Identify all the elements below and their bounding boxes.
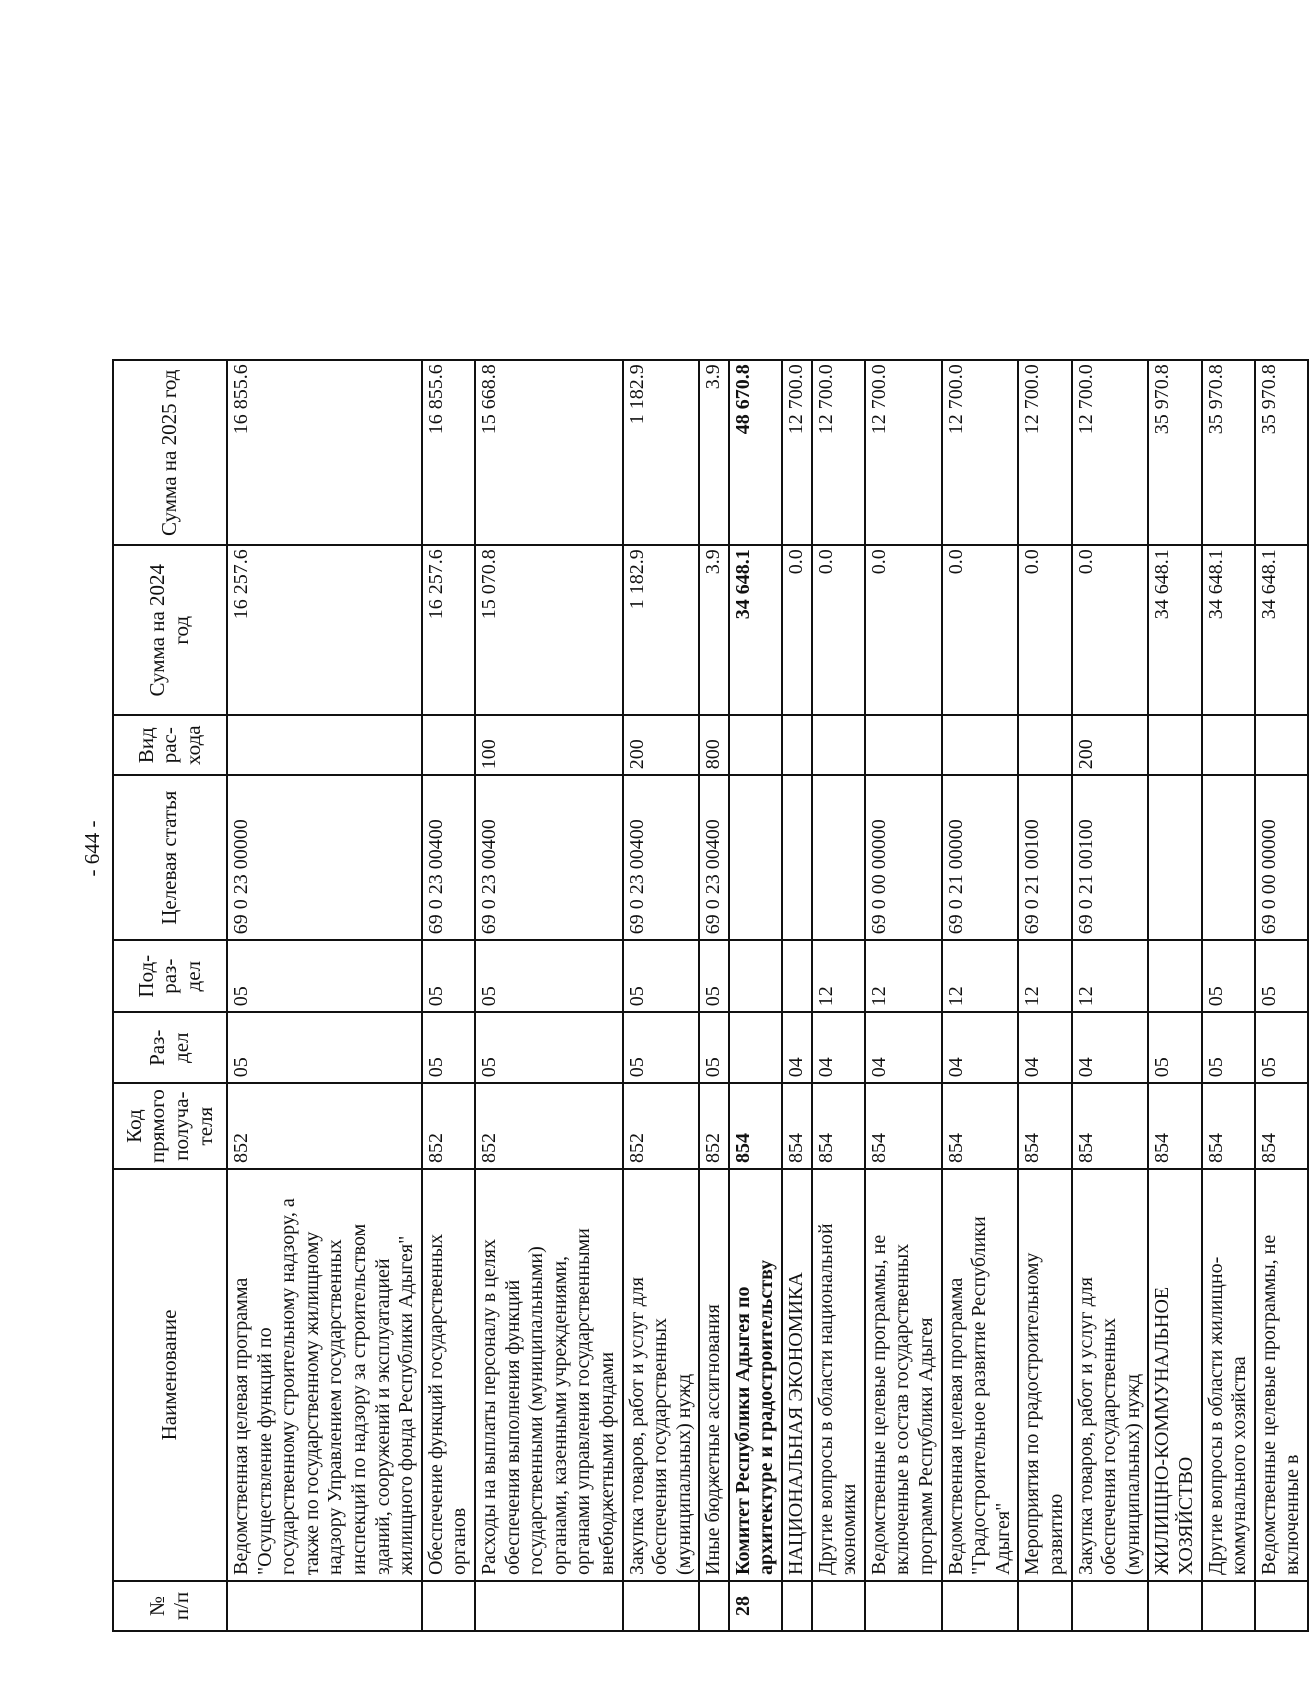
cell-sum_2025: 35 970.8 (1255, 360, 1308, 545)
cell-name: НАЦИОНАЛЬНАЯ ЭКОНОМИКА (782, 1169, 812, 1581)
cell-section: 05 (422, 1012, 475, 1083)
cell-sum_2025: 35 970.8 (1148, 360, 1201, 545)
cell-sum_2024: 0.0 (942, 545, 1019, 715)
cell-sum_2024: 34 648.1 (1148, 545, 1201, 715)
cell-no (1202, 1581, 1255, 1631)
cell-subsection: 12 (1018, 940, 1071, 1012)
cell-recipient: 854 (1148, 1083, 1201, 1169)
cell-no (1255, 1581, 1308, 1631)
cell-subsection: 05 (623, 940, 700, 1012)
cell-target: 69 0 23 00000 (227, 775, 422, 940)
cell-name: Закупка товаров, работ и услуг для обеспечения государственных (муниципальных) нужд (1072, 1169, 1149, 1581)
cell-sum_2024: 34 648.1 (1255, 545, 1308, 715)
cell-target (1148, 775, 1201, 940)
cell-target: 69 0 21 00100 (1072, 775, 1149, 940)
cell-target: 69 0 21 00000 (942, 775, 1019, 940)
cell-target: 69 0 23 00400 (623, 775, 700, 940)
cell-subsection: 05 (422, 940, 475, 1012)
cell-sum_2025: 12 700.0 (812, 360, 865, 545)
cell-sum_2024: 0.0 (782, 545, 812, 715)
cell-target: 69 0 00 00000 (865, 775, 942, 940)
cell-section: 04 (1072, 1012, 1149, 1083)
cell-expense_type: 100 (475, 715, 623, 775)
cell-section: 05 (1202, 1012, 1255, 1083)
cell-sum_2025: 12 700.0 (1072, 360, 1149, 545)
cell-expense_type: 200 (623, 715, 700, 775)
cell-recipient: 852 (699, 1083, 729, 1169)
cell-sum_2024: 15 070.8 (475, 545, 623, 715)
cell-subsection (1148, 940, 1201, 1012)
cell-section (729, 1012, 782, 1083)
cell-sum_2024: 16 257.6 (422, 545, 475, 715)
cell-sum_2024: 1 182.9 (623, 545, 700, 715)
cell-target (729, 775, 782, 940)
cell-subsection: 12 (812, 940, 865, 1012)
cell-subsection: 05 (699, 940, 729, 1012)
cell-section: 05 (1255, 1012, 1308, 1083)
cell-sum_2025: 16 855.6 (227, 360, 422, 545)
column-header-target: Целевая статья (113, 775, 227, 940)
cell-recipient: 854 (729, 1083, 782, 1169)
cell-section: 04 (812, 1012, 865, 1083)
page-number: - 644 - (80, 820, 104, 877)
cell-target: 69 0 23 00400 (422, 775, 475, 940)
cell-name: Расходы на выплаты персоналу в целях обеспечения выполнения функций государственными (муниципальными) органами, казенными учреждениями, органами управления государственными внебюджетными фондами (475, 1169, 623, 1581)
cell-sum_2025: 3.9 (699, 360, 729, 545)
cell-recipient: 854 (812, 1083, 865, 1169)
table-row (475, 360, 623, 1631)
cell-expense_type (1148, 715, 1201, 775)
column-header-expense_type: Вид рас-хода (113, 715, 227, 775)
cell-recipient: 852 (623, 1083, 700, 1169)
cell-no (865, 1581, 942, 1631)
cell-recipient: 854 (1202, 1083, 1255, 1169)
header-row (113, 360, 227, 1631)
cell-subsection: 05 (227, 940, 422, 1012)
table-row (729, 360, 782, 1631)
cell-subsection (782, 940, 812, 1012)
cell-name: Ведомственная целевая программа "Осуществление функций по государственному строительному надзору, а также по государственному жилищному надзору Управлением государственных инспекций по надзору за строительством зданий, сооружений и эксплуатацией жилищного фонда Республики Адыгея" (227, 1169, 422, 1581)
cell-expense_type (227, 715, 422, 775)
cell-sum_2025: 35 970.8 (1202, 360, 1255, 545)
cell-name: Ведомственная целевая программа "Градостроительное развитие Республики Адыгея" (942, 1169, 1019, 1581)
cell-section: 04 (942, 1012, 1019, 1083)
cell-sum_2024: 0.0 (1072, 545, 1149, 715)
cell-name: Другие вопросы в области жилищно-коммунального хозяйства (1202, 1169, 1255, 1581)
cell-no: 28 (729, 1581, 782, 1631)
cell-subsection: 05 (1202, 940, 1255, 1012)
table-row (227, 360, 422, 1631)
cell-section: 04 (865, 1012, 942, 1083)
cell-no (812, 1581, 865, 1631)
cell-section: 05 (699, 1012, 729, 1083)
cell-expense_type (865, 715, 942, 775)
table-row (942, 360, 1019, 1631)
table-row (865, 360, 942, 1631)
cell-name: Закупка товаров, работ и услуг для обеспечения государственных (муниципальных) нужд (623, 1169, 700, 1581)
cell-sum_2024: 16 257.6 (227, 545, 422, 715)
cell-sum_2025: 12 700.0 (1018, 360, 1071, 545)
cell-section: 04 (782, 1012, 812, 1083)
cell-sum_2025: 48 670.8 (729, 360, 782, 545)
column-header-no: № п/п (113, 1581, 227, 1631)
cell-recipient: 854 (1072, 1083, 1149, 1169)
cell-sum_2024: 0.0 (865, 545, 942, 715)
cell-target (782, 775, 812, 940)
cell-target: 69 0 21 00100 (1018, 775, 1071, 940)
cell-name: Обеспечение функций государственных органов (422, 1169, 475, 1581)
cell-subsection: 12 (865, 940, 942, 1012)
table-row (422, 360, 475, 1631)
cell-recipient: 852 (227, 1083, 422, 1169)
cell-recipient: 854 (782, 1083, 812, 1169)
cell-name: Комитет Республики Адыгея по архитектуре и градостроительству (729, 1169, 782, 1581)
cell-name: ЖИЛИЩНО-КОММУНАЛЬНОЕ ХОЗЯЙСТВО (1148, 1169, 1201, 1581)
cell-expense_type (942, 715, 1019, 775)
column-header-sum_2025: Сумма на 2025 год (113, 360, 227, 545)
cell-sum_2025: 15 668.8 (475, 360, 623, 545)
cell-recipient: 854 (1018, 1083, 1071, 1169)
cell-target: 69 0 23 00400 (699, 775, 729, 940)
cell-name: Мероприятия по градостроительному развитию (1018, 1169, 1071, 1581)
cell-recipient: 854 (865, 1083, 942, 1169)
cell-recipient: 852 (475, 1083, 623, 1169)
cell-subsection: 12 (1072, 940, 1149, 1012)
cell-expense_type (729, 715, 782, 775)
table-row (812, 360, 865, 1631)
cell-no (1072, 1581, 1149, 1631)
cell-target: 69 0 00 00000 (1255, 775, 1308, 940)
cell-section: 05 (623, 1012, 700, 1083)
cell-target (812, 775, 865, 940)
cell-no (699, 1581, 729, 1631)
cell-sum_2025: 1 182.9 (623, 360, 700, 545)
cell-expense_type (1255, 715, 1308, 775)
cell-no (1018, 1581, 1071, 1631)
cell-no (782, 1581, 812, 1631)
column-header-recipient: Код прямого получа-теля (113, 1083, 227, 1169)
column-header-name: Наименование (113, 1169, 227, 1581)
table-body (227, 360, 1308, 1631)
table-row (1072, 360, 1149, 1631)
column-header-section: Раз-дел (113, 1012, 227, 1083)
table-row (699, 360, 729, 1631)
cell-sum_2025: 12 700.0 (782, 360, 812, 545)
cell-section: 05 (1148, 1012, 1201, 1083)
cell-recipient: 854 (942, 1083, 1019, 1169)
cell-expense_type: 200 (1072, 715, 1149, 775)
table-row (782, 360, 812, 1631)
budget-table (112, 359, 1309, 1632)
table-row (1018, 360, 1071, 1631)
cell-expense_type (812, 715, 865, 775)
cell-no (422, 1581, 475, 1631)
cell-subsection (729, 940, 782, 1012)
cell-expense_type (1202, 715, 1255, 775)
cell-expense_type (1018, 715, 1071, 775)
cell-name: Ведомственные целевые программы, не включенные в (1255, 1169, 1308, 1581)
cell-sum_2024: 34 648.1 (729, 545, 782, 715)
cell-name: Иные бюджетные ассигнования (699, 1169, 729, 1581)
cell-sum_2024: 0.0 (1018, 545, 1071, 715)
column-header-sum_2024: Сумма на 2024 год (113, 545, 227, 715)
table-row (1202, 360, 1255, 1631)
cell-no (227, 1581, 422, 1631)
cell-section: 05 (475, 1012, 623, 1083)
cell-no (623, 1581, 700, 1631)
cell-no (942, 1581, 1019, 1631)
cell-expense_type (782, 715, 812, 775)
cell-expense_type (422, 715, 475, 775)
cell-name: Другие вопросы в области национальной экономики (812, 1169, 865, 1581)
cell-no (1148, 1581, 1201, 1631)
cell-sum_2024: 34 648.1 (1202, 545, 1255, 715)
cell-sum_2024: 0.0 (812, 545, 865, 715)
cell-section: 04 (1018, 1012, 1071, 1083)
cell-sum_2025: 12 700.0 (865, 360, 942, 545)
cell-subsection: 05 (1255, 940, 1308, 1012)
cell-subsection: 05 (475, 940, 623, 1012)
table-row (623, 360, 700, 1631)
cell-recipient: 854 (1255, 1083, 1308, 1169)
cell-name: Ведомственные целевые программы, не включенные в состав государственных программ Республики Адыгея (865, 1169, 942, 1581)
cell-subsection: 12 (942, 940, 1019, 1012)
table-row (1148, 360, 1201, 1631)
column-header-subsection: Под-раз-дел (113, 940, 227, 1012)
cell-no (475, 1581, 623, 1631)
cell-expense_type: 800 (699, 715, 729, 775)
cell-recipient: 852 (422, 1083, 475, 1169)
cell-sum_2024: 3.9 (699, 545, 729, 715)
cell-target (1202, 775, 1255, 940)
cell-target: 69 0 23 00400 (475, 775, 623, 940)
cell-sum_2025: 16 855.6 (422, 360, 475, 545)
cell-section: 05 (227, 1012, 422, 1083)
cell-sum_2025: 12 700.0 (942, 360, 1019, 545)
table-row (1255, 360, 1308, 1631)
